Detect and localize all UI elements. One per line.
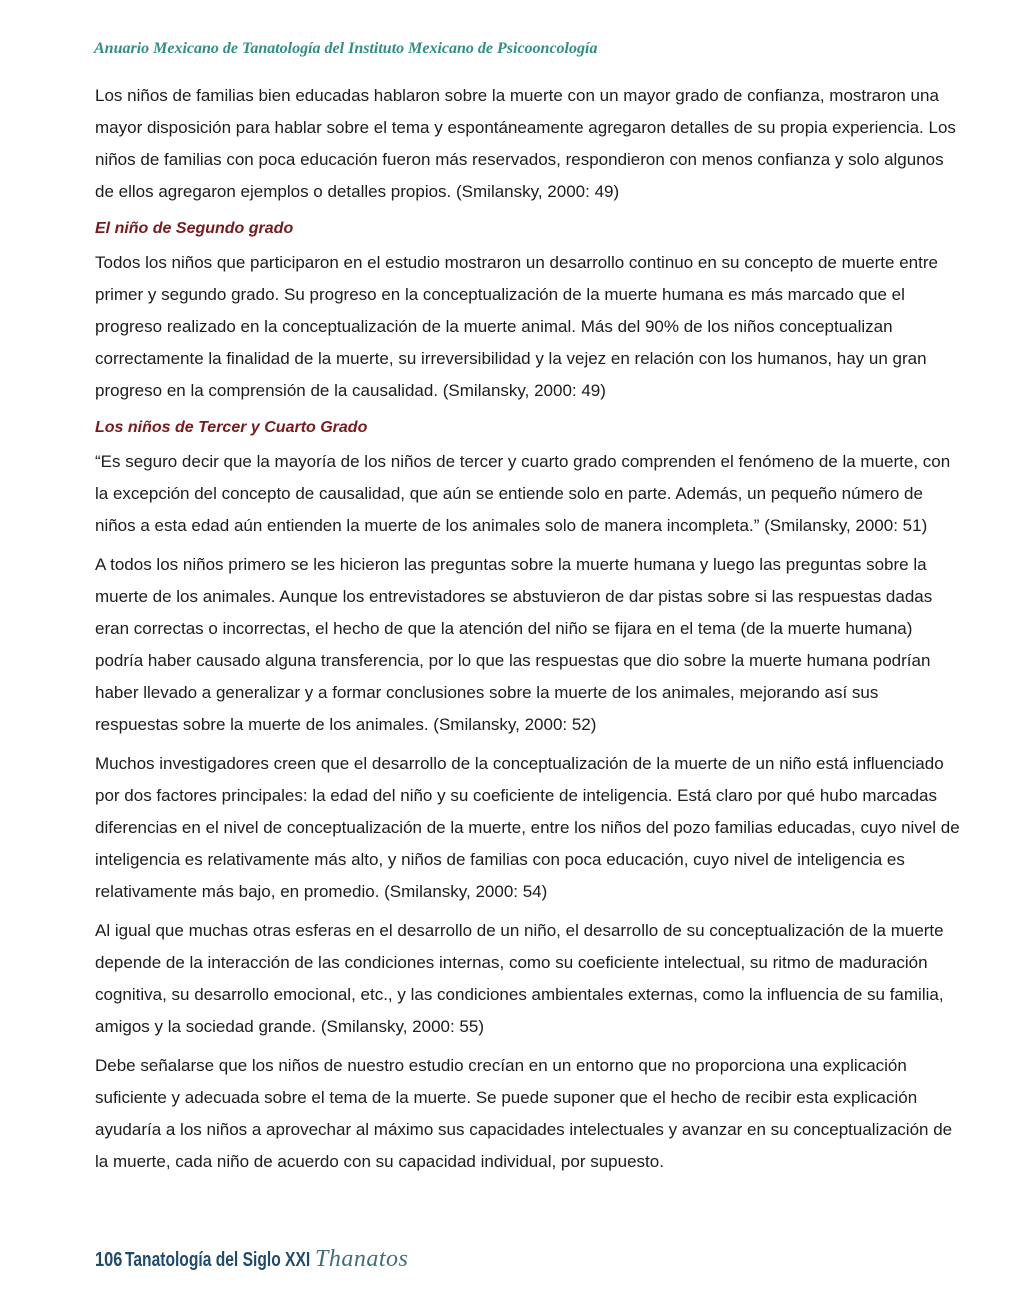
subheading-tercer-cuarto-grado: Los niños de Tercer y Cuarto Grado (95, 419, 368, 436)
paragraph-3: “Es seguro decir que la mayoría de los niños de tercer y cuarto grado comprenden el fenómeno de la muerte, con la excepción del concepto de causalidad, que aún se entiende solo en parte. Además, un pequeño número de niños a esta edad aún entienden la muerte de los animales solo de manera incompleta.” (Smilansky, 2000: 51) (95, 452, 951, 535)
running-header: Anuario Mexicano de Tanatología del Instituto Mexicano de Psicooncología (94, 40, 598, 57)
paragraph-4: A todos los niños primero se les hicieron las preguntas sobre la muerte humana y luego las preguntas sobre la muerte de los animales. Aunque los entrevistadores se abstuvieron de dar pistas sobre si las respuestas dadas eran correctas o incorrectas, el hecho de que la atención del niño se fijara en el tema (de la muerte humana) podría haber causado alguna transferencia, por lo que las respuestas que dio sobre la muerte humana podrían haber llevado a generalizar y a formar conclusiones sobre la muerte de los animales, mejorando así sus respuestas sobre la muerte de los animales. (Smilansky, 2000: 52) (95, 555, 933, 734)
page-number: 106 (95, 1249, 123, 1271)
paragraph-1: Los niños de familias bien educadas hablaron sobre la muerte con un mayor grado de confianza, mostraron una mayor disposición para hablar sobre el tema y espontáneamente agregaron detalles de su propia experiencia. Los niños de familias con poca educación fueron más reservados, respondieron con menos confianza y solo algunos de ellos agregaron ejemplos o detalles propios. (Smilansky, 2000: 49) (95, 86, 956, 201)
paragraph-7: Debe señalarse que los niños de nuestro estudio crecían en un entorno que no proporciona una explicación suficiente y adecuada sobre el tema de la muerte. Se puede suponer que el hecho de recibir esta explicación ayudaría a los niños a aprovechar al máximo sus capacidades intelectuales y avanzar en su conceptualización de la muerte, cada niño de acuerdo con su capacidad individual, por supuesto. (95, 1056, 953, 1171)
thanatos-logo: Thanatos (315, 1246, 409, 1272)
journal-name: Tanatología del Siglo XXI (125, 1249, 311, 1271)
paragraph-6: Al igual que muchas otras esferas en el desarrollo de un niño, el desarrollo de su conceptualización de la muerte depende de la interacción de las condiciones internas, como su coeficiente intelectual, su ritmo de maduración cognitiva, su desarrollo emocional, etc., y las condiciones ambientales externas, como la influencia de su familia, amigos y la sociedad grande. (Smilansky, 2000: 55) (95, 921, 944, 1036)
subheading-segundo-grado: El niño de Segundo grado (95, 220, 294, 237)
paragraph-5: Muchos investigadores creen que el desarrollo de la conceptualización de la muerte de un niño está influenciado por dos factores principales: la edad del niño y su coeficiente de inteligencia. Está claro por qué hubo marcadas diferencias en el nivel de conceptualización de la muerte, entre los niños del pozo familias educadas, cuyo nivel de inteligencia es relativamente más alto, y niños de familias con poca educación, cuyo nivel de inteligencia es relativamente más bajo, en promedio. (Smilansky, 2000: 54) (95, 754, 960, 901)
paragraph-2: Todos los niños que participaron en el estudio mostraron un desarrollo continuo en su concepto de muerte entre primer y segundo grado. Su progreso en la conceptualización de la muerte humana es más marcado que el progreso realizado en la conceptualización de la muerte animal. Más del 90% de los niños conceptualizan correctamente la finalidad de la muerte, su irreversibilidad y la vejez en relación con los humanos, hay un gran progreso en la comprensión de la causalidad. (Smilansky, 2000: 49) (95, 253, 938, 400)
page-footer (95, 1246, 408, 1273)
article-body (95, 80, 963, 1185)
